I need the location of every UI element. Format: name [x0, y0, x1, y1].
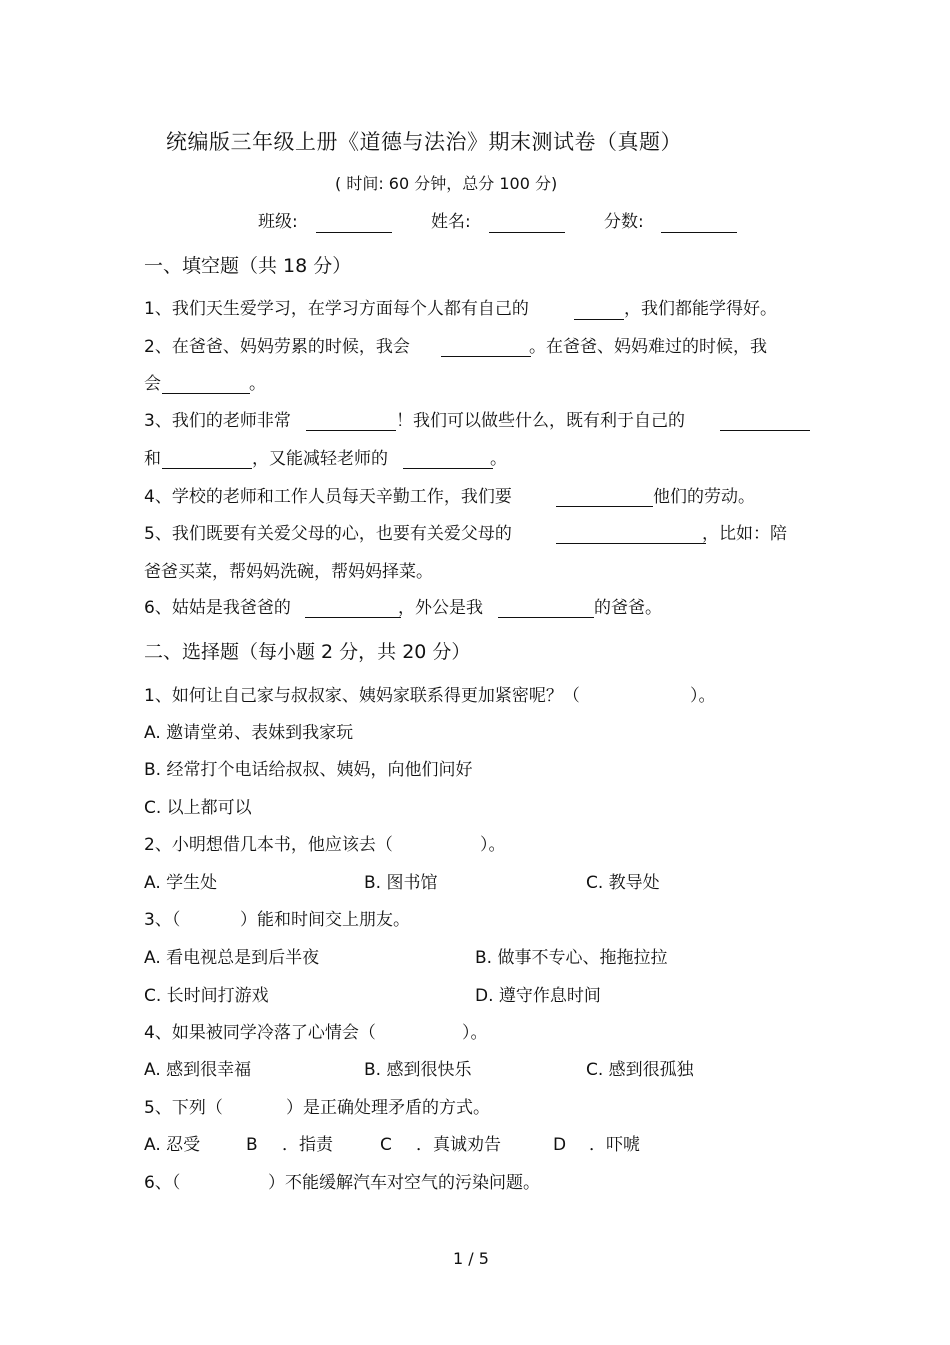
s1-q3-text-a: 3、我们的老师非常 — [144, 411, 291, 431]
class-label: 班级: — [258, 212, 298, 232]
s2-q4-option-c: C. 感到很孤独 — [586, 1060, 694, 1080]
s2-q2-option-a: A. 学生处 — [144, 873, 218, 893]
s1-q2-text-d: 。 — [249, 374, 266, 394]
exam-meta: ( 时间: 60 分钟，总分 100 分) — [335, 174, 558, 193]
s2-q4-stem-end: ）。 — [462, 1023, 488, 1043]
s2-q5-option-d-letter: D — [553, 1135, 567, 1155]
s2-q1-option-a: A. 邀请堂弟、表妹到我家玩 — [144, 723, 354, 743]
s1-q3-blank-2 — [720, 430, 810, 431]
s1-q1-blank — [574, 319, 624, 320]
s1-q3-text-e: 。 — [490, 449, 507, 469]
s1-q2-blank-1 — [441, 356, 531, 357]
s2-q1-stem-end: ）。 — [690, 686, 716, 706]
s1-q1-text-a: 1、我们天生爱学习，在学习方面每个人都有自己的 — [144, 299, 529, 319]
s2-q5-option-c: ．真诚劝告 — [416, 1135, 501, 1155]
s1-q3-blank-3 — [162, 468, 252, 469]
s1-q3-text-d: ，又能减轻老师的 — [252, 449, 388, 469]
s2-q3-option-d: D. 遵守作息时间 — [475, 986, 601, 1006]
s1-q6-text-a: 6、姑姑是我爸爸的 — [144, 598, 291, 618]
s2-q4-stem: 4、如果被同学冷落了心情会（ — [144, 1023, 376, 1043]
section2-heading: 二、选择题（每小题 2 分，共 20 分） — [144, 641, 471, 663]
s1-q4-text-a: 4、学校的老师和工作人员每天辛勤工作，我们要 — [144, 487, 512, 507]
s1-q6-text-c: 的爸爸。 — [594, 598, 662, 618]
section1-heading: 一、填空题（共 18 分） — [144, 255, 352, 277]
s2-q5-option-b: ．指责 — [282, 1135, 333, 1155]
s2-q5-option-b-letter: B — [246, 1135, 258, 1155]
s2-q3-option-a: A. 看电视总是到后半夜 — [144, 948, 320, 968]
name-label: 姓名: — [431, 212, 471, 232]
s2-q3-option-c: C. 长时间打游戏 — [144, 986, 269, 1006]
s1-q5-text-b: ，比如：陪 — [702, 524, 787, 544]
s1-q6-text-b: ，外公是我 — [398, 598, 483, 618]
s2-q2-option-b: B. 图书馆 — [364, 873, 438, 893]
s1-q5-text-c: 爸爸买菜，帮妈妈洗碗，帮妈妈择菜。 — [144, 562, 433, 582]
s1-q2-text-a: 2、在爸爸、妈妈劳累的时候，我会 — [144, 337, 410, 357]
s1-q3-blank-1 — [306, 430, 396, 431]
s2-q6-stem-b: ）不能缓解汽车对空气的污染问题。 — [268, 1173, 540, 1193]
s2-q1-option-c: C. 以上都可以 — [144, 798, 252, 818]
s1-q6-blank-2 — [498, 617, 594, 618]
s2-q6-stem-a: 6、（ — [144, 1173, 181, 1193]
s2-q2-option-c: C. 教导处 — [586, 873, 660, 893]
s1-q2-text-b: 。在爸爸、妈妈难过的时候，我 — [529, 337, 767, 357]
s2-q5-stem-a: 5、下列（ — [144, 1098, 223, 1118]
s2-q5-option-d: ．吓唬 — [589, 1135, 640, 1155]
s2-q4-option-a: A. 感到很幸福 — [144, 1060, 252, 1080]
s1-q4-text-b: 他们的劳动。 — [653, 487, 755, 507]
s2-q3-option-b: B. 做事不专心、拖拖拉拉 — [475, 948, 668, 968]
s1-q3-blank-4 — [403, 468, 493, 469]
s2-q5-stem-b: ）是正确处理矛盾的方式。 — [286, 1098, 490, 1118]
name-blank — [489, 232, 565, 233]
s1-q5-text-a: 5、我们既要有关爱父母的心，也要有关爱父母的 — [144, 524, 512, 544]
s2-q5-option-c-letter: C — [380, 1135, 392, 1155]
s1-q3-text-b: ！我们可以做些什么，既有利于自己的 — [396, 411, 685, 431]
score-label: 分数: — [604, 212, 644, 232]
s2-q2-stem-end: ）。 — [480, 835, 506, 855]
s2-q4-option-b: B. 感到很快乐 — [364, 1060, 472, 1080]
s1-q6-blank-1 — [305, 617, 401, 618]
s1-q2-blank-2 — [162, 393, 250, 394]
page-number: 1 / 5 — [453, 1249, 489, 1268]
s2-q3-stem-a: 3、（ — [144, 910, 181, 930]
s1-q1-text-b: ，我们都能学得好。 — [624, 299, 777, 319]
s1-q4-blank — [556, 506, 653, 507]
s2-q1-option-b: B. 经常打个电话给叔叔、姨妈，向他们问好 — [144, 760, 473, 780]
page-title: 统编版三年级上册《道德与法治》期末测试卷（真题） — [166, 130, 682, 154]
s2-q3-stem-b: ）能和时间交上朋友。 — [240, 910, 410, 930]
s2-q5-option-a: A. 忍受 — [144, 1135, 201, 1155]
class-blank — [316, 232, 392, 233]
s2-q2-stem: 2、小明想借几本书，他应该去（ — [144, 835, 393, 855]
s2-q1-stem: 1、如何让自己家与叔叔家、姨妈家联系得更加紧密呢？（ — [144, 686, 580, 706]
s1-q5-blank — [556, 543, 706, 544]
s1-q2-text-c: 会 — [144, 374, 161, 394]
score-blank — [661, 232, 737, 233]
s1-q3-text-c: 和 — [144, 449, 161, 469]
